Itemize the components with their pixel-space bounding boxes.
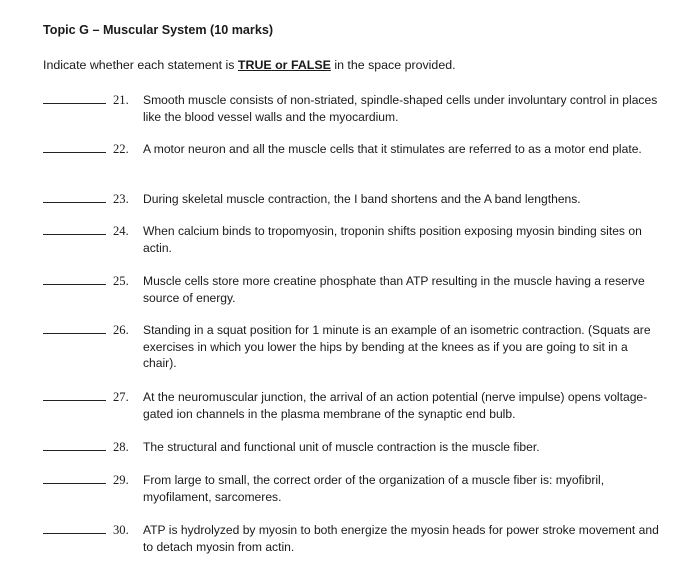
question-statement: The structural and functional unit of muscle contraction is the muscle fiber.	[143, 440, 540, 454]
answer-blank[interactable]	[43, 400, 106, 401]
answer-blank[interactable]	[43, 103, 106, 104]
question-statement: ATP is hydrolyzed by myosin to both energize the myosin heads for power stroke movement and to detach myosin from actin.	[143, 523, 659, 554]
question-number: 22.	[113, 142, 129, 156]
question-number: 28.	[113, 440, 129, 454]
question-number: 21.	[113, 93, 129, 107]
true-keyword: TRUE	[237, 58, 272, 72]
question-statement: From large to small, the correct order of the organization of a muscle fiber is: myofibril, myofilament, sarcomeres.	[143, 473, 605, 504]
question-statement: During skeletal muscle contraction, the I band shortens and the A band lengthens.	[143, 192, 581, 206]
question-number: 30.	[113, 523, 129, 537]
question-statement: At the neuromuscular junction, the arrival of an action potential (nerve impulse) opens voltage-gated ion channels in the plasma membrane of the synaptic end bulb.	[143, 390, 648, 421]
answer-blank[interactable]	[43, 284, 106, 285]
question-statement: Muscle cells store more creatine phosphate than ATP resulting in the muscle having a reserve source of energy.	[143, 274, 645, 305]
question-number: 24.	[113, 224, 129, 238]
question-statement: When calcium binds to tropomyosin, troponin shifts position exposing myosin binding sites on actin.	[143, 224, 642, 255]
question-number: 29.	[113, 473, 129, 487]
section-title: Topic G – Muscular System (10 marks)	[43, 23, 274, 37]
question-number: 25.	[113, 274, 129, 288]
question-number: 27.	[113, 390, 129, 404]
answer-blank[interactable]	[43, 450, 106, 451]
instructions-suffix: in the space provided.	[330, 58, 456, 72]
false-keyword: FALSE	[290, 58, 331, 72]
instructions	[43, 58, 456, 72]
instructions-prefix: Indicate whether each statement is	[43, 58, 238, 72]
answer-blank[interactable]	[43, 483, 106, 484]
question-statement: Smooth muscle consists of non-striated, spindle-shaped cells under involuntary control in places like the blood vessel walls and the myocardium.	[143, 93, 658, 124]
answer-blank[interactable]	[43, 202, 106, 203]
question-number: 26.	[113, 323, 129, 337]
question-statement: Standing in a squat position for 1 minute is an example of an isometric contraction. (Squats are exercises in which you lower the hips by bending at the knees as if you are going to sit in a chair).	[143, 323, 651, 370]
answer-blank[interactable]	[43, 152, 106, 153]
answer-blank[interactable]	[43, 234, 106, 235]
question-number: 23.	[113, 192, 129, 206]
answer-blank[interactable]	[43, 533, 106, 534]
answer-blank[interactable]	[43, 333, 106, 334]
or-keyword: or	[271, 58, 291, 72]
question-statement: A motor neuron and all the muscle cells that it stimulates are referred to as a motor end plate.	[143, 142, 642, 156]
